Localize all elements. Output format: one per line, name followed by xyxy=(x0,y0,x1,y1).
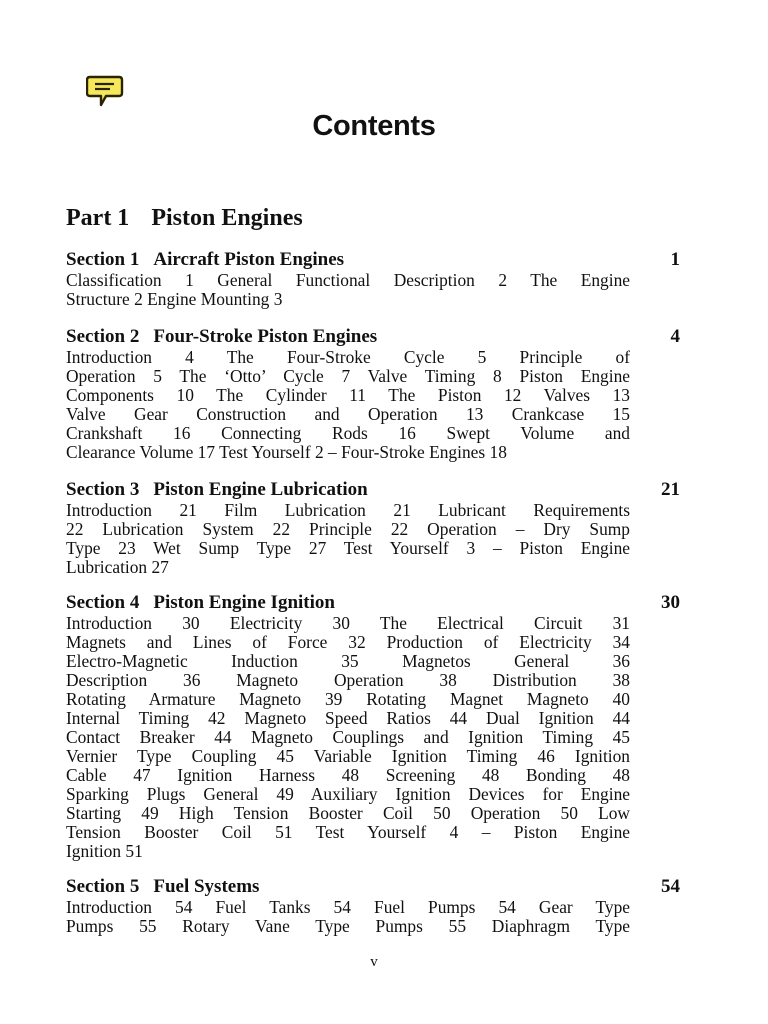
section-header xyxy=(66,876,680,898)
entry-line: Structure 2 Engine Mounting 3 xyxy=(66,290,283,309)
entry-line: Crankshaft 16 Connecting Rods 16 Swept Volume and xyxy=(66,424,630,443)
section-entries xyxy=(66,614,630,861)
toc-section-4 xyxy=(66,592,680,861)
entry-line: Cable 47 Ignition Harness 48 Screening 48 Bonding 48 xyxy=(66,766,630,785)
entry-line: Magnets and Lines of Force 32 Production of Electricity 34 xyxy=(66,633,630,652)
entry-line: Starting 49 High Tension Booster Coil 50 Operation 50 Low xyxy=(66,804,630,823)
entry-line: Rotating Armature Magneto 39 Rotating Magnet Magneto 40 xyxy=(66,690,630,709)
entry-line: Electro-Magnetic Induction 35 Magnetos General 36 xyxy=(66,652,630,671)
section-label[interactable]: Section 3 Piston Engine Lubrication xyxy=(66,479,368,500)
entry-line: Lubrication 27 xyxy=(66,558,169,577)
part-heading xyxy=(66,205,303,232)
section-header xyxy=(66,479,680,501)
section-page-number: 4 xyxy=(670,326,680,347)
page-number: v xyxy=(370,954,378,970)
entry-line: Contact Breaker 44 Magneto Couplings and Ignition Timing 45 xyxy=(66,728,630,747)
entry-line: Introduction 21 Film Lubrication 21 Lubricant Requirements xyxy=(66,501,630,520)
part-number: Part 1 xyxy=(66,205,130,231)
section-page-number: 30 xyxy=(661,592,680,613)
section-label[interactable]: Section 1 Aircraft Piston Engines xyxy=(66,249,345,270)
entry-line: Classification 1 General Functional Description 2 The Engine xyxy=(66,271,630,290)
comment-icon[interactable] xyxy=(86,74,124,108)
entry-line: Internal Timing 42 Magneto Speed Ratios 44 Dual Ignition 44 xyxy=(66,709,630,728)
section-label[interactable]: Section 4 Piston Engine Ignition xyxy=(66,592,335,613)
toc-section-2 xyxy=(66,326,680,462)
entry-line: Clearance Volume 17 Test Yourself 2 – Four-Stroke Engines 18 xyxy=(66,443,507,462)
entry-line: Vernier Type Coupling 45 Variable Ignition Timing 46 Ignition xyxy=(66,747,630,766)
section-title: Piston Engine Lubrication xyxy=(153,479,368,500)
entry-line: Operation 5 The ‘Otto’ Cycle 7 Valve Timing 8 Piston Engine xyxy=(66,367,630,386)
section-header xyxy=(66,326,680,348)
section-title: Piston Engine Ignition xyxy=(153,592,335,613)
entry-line: Description 36 Magneto Operation 38 Distribution 38 xyxy=(66,671,630,690)
entry-line: 22 Lubrication System 22 Principle 22 Operation – Dry Sump xyxy=(66,520,630,539)
entry-line: Introduction 54 Fuel Tanks 54 Fuel Pumps 54 Gear Type xyxy=(66,898,630,917)
entry-line: Introduction 30 Electricity 30 The Electrical Circuit 31 xyxy=(66,614,630,633)
section-label[interactable]: Section 5 Fuel Systems xyxy=(66,876,260,897)
section-label[interactable]: Section 2 Four-Stroke Piston Engines xyxy=(66,326,378,347)
section-entries xyxy=(66,501,630,577)
section-header xyxy=(66,249,680,271)
section-page-number: 54 xyxy=(661,876,680,897)
section-page-number: 1 xyxy=(670,249,680,270)
section-page-number: 21 xyxy=(661,479,680,500)
entry-line: Pumps 55 Rotary Vane Type Pumps 55 Diaphragm Type xyxy=(66,917,630,936)
section-entries xyxy=(66,348,630,462)
entry-line: Components 10 The Cylinder 11 The Piston 12 Valves 13 xyxy=(66,386,630,405)
section-header xyxy=(66,592,680,614)
page-title: Contents xyxy=(312,110,436,142)
toc-section-5 xyxy=(66,876,680,936)
entry-line: Ignition 51 xyxy=(66,842,143,861)
section-entries xyxy=(66,898,630,936)
part-title: Piston Engines xyxy=(151,205,303,231)
section-title: Four-Stroke Piston Engines xyxy=(153,326,378,347)
entry-line: Sparking Plugs General 49 Auxiliary Ignition Devices for Engine xyxy=(66,785,630,804)
section-entries xyxy=(66,271,630,309)
entry-line: Tension Booster Coil 51 Test Yourself 4 – Piston Engine xyxy=(66,823,630,842)
section-title: Aircraft Piston Engines xyxy=(153,249,345,270)
entry-line: Valve Gear Construction and Operation 13 Crankcase 15 xyxy=(66,405,630,424)
toc-section-1 xyxy=(66,249,680,309)
section-title: Fuel Systems xyxy=(153,876,260,897)
toc-section-3 xyxy=(66,479,680,577)
entry-line: Introduction 4 The Four-Stroke Cycle 5 Principle of xyxy=(66,348,630,367)
entry-line: Type 23 Wet Sump Type 27 Test Yourself 3 – Piston Engine xyxy=(66,539,630,558)
